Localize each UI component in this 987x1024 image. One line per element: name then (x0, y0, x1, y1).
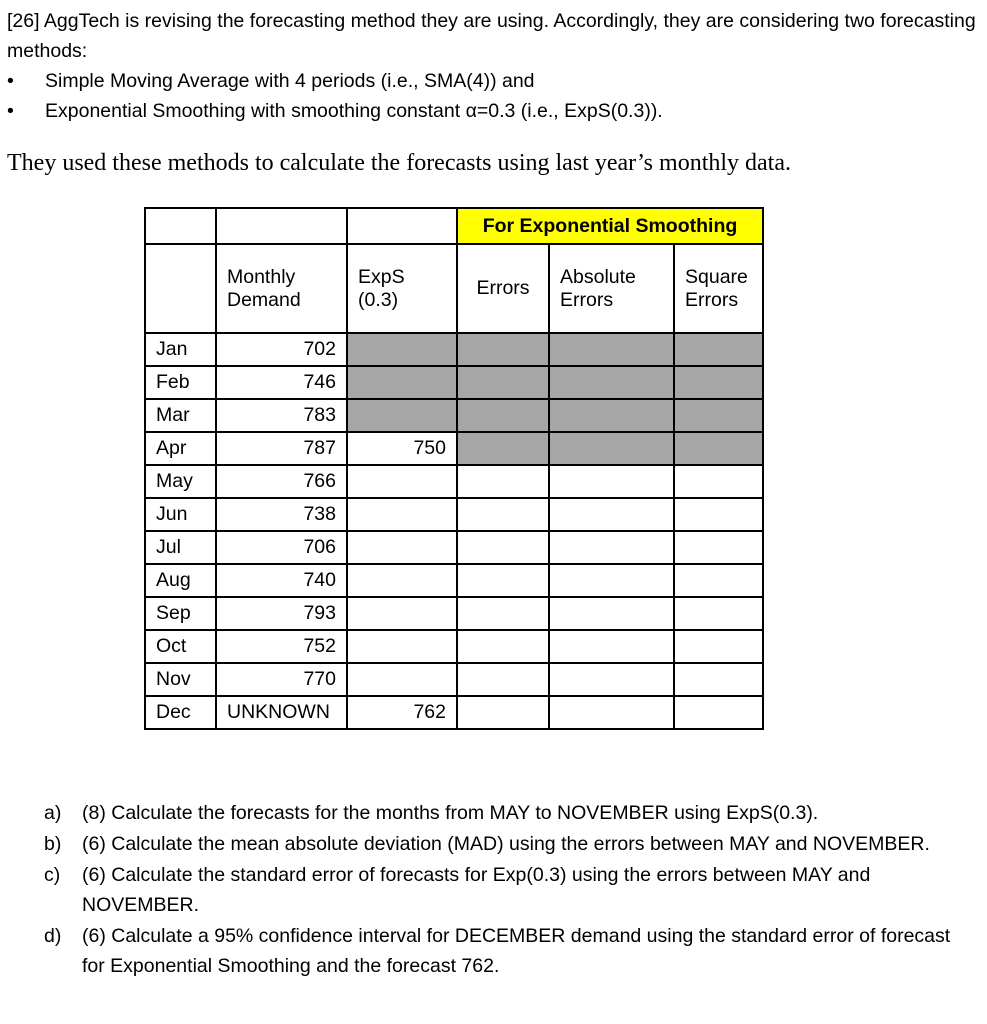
empty-cell (145, 208, 216, 244)
error-cell (457, 597, 549, 630)
error-cell (457, 531, 549, 564)
table-column-header-row (145, 244, 763, 333)
square-error-cell (674, 399, 763, 432)
exps-cell (347, 531, 457, 564)
question-label: d) (44, 925, 62, 947)
month-cell: Nov (145, 663, 216, 696)
table-row (145, 432, 763, 465)
error-cell (457, 630, 549, 663)
table-row (145, 333, 763, 366)
month-cell: Dec (145, 696, 216, 729)
square-error-cell (674, 432, 763, 465)
question-item (44, 921, 964, 981)
square-error-cell (674, 597, 763, 630)
demand-cell: 746 (216, 366, 347, 399)
header-line: Errors (685, 288, 739, 311)
absolute-error-cell (549, 696, 674, 729)
exps-cell (347, 597, 457, 630)
header-line: Monthly (227, 265, 296, 288)
column-header-exps (347, 244, 457, 333)
question-text: (8) Calculate the forecasts for the months from MAY to NOVEMBER using ExpS(0.3). (82, 802, 819, 824)
absolute-error-cell (549, 498, 674, 531)
exps-cell (347, 498, 457, 531)
square-error-cell (674, 333, 763, 366)
month-cell: Apr (145, 432, 216, 465)
error-cell (457, 366, 549, 399)
table-row (145, 597, 763, 630)
table-row (145, 465, 763, 498)
table-row (145, 663, 763, 696)
month-cell: May (145, 465, 216, 498)
question-item (44, 798, 964, 828)
question-item (44, 860, 964, 920)
demand-cell: 706 (216, 531, 347, 564)
error-cell (457, 498, 549, 531)
question-text: (6) Calculate the standard error of forecasts for Exp(0.3) using the errors between MAY and NOVEMBER. (82, 864, 871, 916)
column-header-absolute-errors (549, 244, 674, 333)
absolute-error-cell (549, 432, 674, 465)
month-cell: Mar (145, 399, 216, 432)
error-cell (457, 663, 549, 696)
exps-cell: 750 (347, 432, 457, 465)
exps-cell (347, 630, 457, 663)
question-intro: [26] AggTech is revising the forecasting method they are using. Accordingly, they are considering two forecasting methods: (7, 10, 976, 62)
square-error-cell (674, 531, 763, 564)
square-error-cell (674, 498, 763, 531)
demand-cell: 770 (216, 663, 347, 696)
method-text: Simple Moving Average with 4 periods (i.e., SMA(4)) and (45, 70, 535, 92)
empty-cell (347, 208, 457, 244)
square-error-cell (674, 465, 763, 498)
column-header-demand (216, 244, 347, 333)
header-line: Errors (560, 288, 614, 311)
square-error-cell (674, 696, 763, 729)
absolute-error-cell (549, 366, 674, 399)
method-list (7, 66, 982, 126)
column-header-errors: Errors (457, 244, 549, 333)
square-error-cell (674, 630, 763, 663)
square-error-cell (674, 366, 763, 399)
header-line: Square (685, 265, 748, 288)
absolute-error-cell (549, 564, 674, 597)
absolute-error-cell (549, 531, 674, 564)
forecast-table (144, 207, 764, 730)
table-row (145, 498, 763, 531)
exps-cell: 762 (347, 696, 457, 729)
empty-cell (145, 244, 216, 333)
demand-cell: 752 (216, 630, 347, 663)
absolute-error-cell (549, 630, 674, 663)
month-cell: Jan (145, 333, 216, 366)
square-error-cell (674, 663, 763, 696)
table-body (145, 333, 763, 729)
demand-cell: 702 (216, 333, 347, 366)
month-cell: Oct (145, 630, 216, 663)
month-cell: Jun (145, 498, 216, 531)
exps-cell (347, 366, 457, 399)
header-line: Absolute (560, 265, 636, 288)
error-cell (457, 696, 549, 729)
table-row (145, 630, 763, 663)
month-cell: Aug (145, 564, 216, 597)
header-line: (0.3) (358, 288, 399, 311)
absolute-error-cell (549, 399, 674, 432)
error-cell (457, 432, 549, 465)
square-error-cell (674, 564, 763, 597)
question-label: c) (44, 864, 61, 886)
demand-cell: 787 (216, 432, 347, 465)
header-line: ExpS (358, 265, 405, 288)
absolute-error-cell (549, 597, 674, 630)
empty-cell (216, 208, 347, 244)
table-row (145, 531, 763, 564)
exps-cell (347, 663, 457, 696)
absolute-error-cell (549, 663, 674, 696)
demand-cell: 740 (216, 564, 347, 597)
question-list (44, 798, 964, 982)
question-label: b) (44, 833, 62, 855)
table-group-header-row (145, 208, 763, 244)
demand-cell: 783 (216, 399, 347, 432)
bullet-icon: • (7, 100, 14, 122)
error-cell (457, 399, 549, 432)
question-text: (6) Calculate a 95% confidence interval for DECEMBER demand using the standard error of forecast for Exponential Smoothing and the forecast 762. (82, 925, 951, 977)
table-row (145, 399, 763, 432)
question-label: a) (44, 802, 62, 824)
exps-cell (347, 333, 457, 366)
demand-cell: 766 (216, 465, 347, 498)
error-cell (457, 333, 549, 366)
intro-block (7, 6, 982, 126)
question-text: (6) Calculate the mean absolute deviation (MAD) using the errors between MAY and NOVEMBER. (82, 833, 930, 855)
header-line: Demand (227, 288, 301, 311)
exps-cell (347, 564, 457, 597)
demand-cell: UNKNOWN (216, 696, 347, 729)
month-cell: Feb (145, 366, 216, 399)
table-row (145, 564, 763, 597)
method-item (7, 96, 982, 126)
demand-cell: 738 (216, 498, 347, 531)
table-row (145, 696, 763, 729)
method-item (7, 66, 982, 96)
question-item (44, 829, 964, 859)
exps-cell (347, 399, 457, 432)
exps-cell (347, 465, 457, 498)
bullet-icon: • (7, 70, 14, 92)
month-cell: Sep (145, 597, 216, 630)
table-row (145, 366, 763, 399)
month-cell: Jul (145, 531, 216, 564)
method-text: Exponential Smoothing with smoothing constant α=0.3 (i.e., ExpS(0.3)). (45, 100, 663, 122)
absolute-error-cell (549, 465, 674, 498)
exponential-smoothing-header: For Exponential Smoothing (457, 208, 763, 244)
error-cell (457, 564, 549, 597)
error-cell (457, 465, 549, 498)
absolute-error-cell (549, 333, 674, 366)
demand-cell: 793 (216, 597, 347, 630)
column-header-square-errors (674, 244, 763, 333)
data-description: They used these methods to calculate the forecasts using last year’s monthly data. (7, 150, 791, 176)
